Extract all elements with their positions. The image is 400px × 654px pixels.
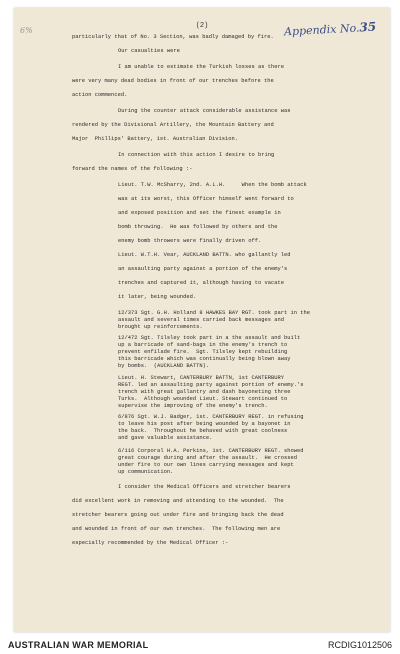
text-line: Lieut. W.T.H. Vear, AUCKLAND BATTN. who gallantly led	[118, 252, 291, 258]
text-line: and exposed position and set the finest example in	[118, 210, 281, 216]
text-line: was at its worst, this Officer himself went forward to	[118, 196, 294, 202]
text-line: enemy bomb throwers were finally driven off.	[118, 238, 262, 244]
document-page	[14, 8, 390, 632]
text-line: action commenced.	[72, 92, 128, 98]
text-line: supervise the improving of the enemy's trench.	[118, 403, 268, 409]
text-line: During the counter attack considerable assistance was	[118, 108, 291, 114]
text-line: Turks. Although wounded Lieut. Stewart continued to	[118, 396, 288, 402]
page-number: (2)	[195, 22, 209, 30]
appendix-number: 35	[358, 19, 377, 35]
text-line: were very many dead bodies in front of our trenches before the	[72, 78, 274, 84]
footer-record-id: RCDIG1012506	[327, 639, 392, 650]
text-line: particularly that of No. 3 Section, was badly damaged by fire.	[72, 34, 274, 40]
text-line: did excellent work in removing and attending to the wounded. The	[72, 498, 284, 504]
text-line: stretcher bearers going out under fire and bringing back the dead	[72, 512, 284, 518]
text-line: great courage during and after the assault. He crossed	[118, 455, 298, 461]
text-line: forward the names of the following :-	[72, 166, 193, 172]
text-line: up communication.	[118, 469, 174, 475]
text-line: In connection with this action I desire to bring	[118, 152, 275, 158]
text-line: I consider the Medical Officers and stretcher bearers	[118, 484, 291, 490]
text-line: brought up reinforcements.	[118, 324, 203, 330]
text-line: up a barricade of sand-bags in the enemy's trench to	[118, 342, 288, 348]
text-line: under fire to our own lines carrying messages and kept	[118, 462, 294, 468]
text-line: 6/116 Corporal H.A. Perkins, 1st. CANTERBURY REGT. showed	[118, 448, 304, 454]
text-line: by bombs. (AUCKLAND BATTN).	[118, 363, 210, 369]
text-line: bomb throwing. He was followed by others and the	[118, 224, 278, 230]
text-line: Lieut. H. Stewart, CANTERBURY BATTN, 1st CANTERBURY	[118, 375, 284, 381]
text-line: Lieut. T.W. McSharry, 2nd. A.L.H. When the bomb attack	[118, 182, 307, 188]
text-line: Major Phillips' Battery, 1st. Australian Division.	[72, 136, 238, 142]
text-line: prevent enfilade fire. Sgt. Tilsley kept rebuilding	[118, 349, 288, 355]
text-line: REGT. led an assaulting party against portion of enemy.'s	[118, 382, 304, 388]
text-line: Our casualties were	[118, 48, 180, 54]
footer-bar	[0, 635, 400, 654]
text-line: 12/373 Sgt. G.H. Holland 8 HAWKES BAY RGT. took part in the	[118, 310, 311, 316]
text-line: an assaulting party against a portion of the enemy's	[118, 266, 288, 272]
footer-institution: AUSTRALIAN WAR MEMORIAL	[8, 639, 149, 650]
text-line: to leave his post after being wounded by a bayonet in	[118, 421, 291, 427]
text-line: trench with great gallantry and dash bayoneting three	[118, 389, 291, 395]
text-line: the back. Throughout he behaved with great coolness	[118, 428, 288, 434]
text-line: 6/876 Sgt. W.J. Badger, 1st. CANTERBURY REGT. in refusing	[118, 414, 304, 420]
text-line: and wounded in front of our own trenches. The following men are	[72, 526, 281, 532]
corner-mark: 6%	[20, 26, 33, 35]
text-line: trenches and captured it, although having to vacate	[118, 280, 284, 286]
text-line: I am unable to estimate the Turkish losses as there	[118, 64, 284, 70]
text-line: rendered by the Divisional Artillery, the Mountain Battery and	[72, 122, 274, 128]
text-line: especially recommended by the Medical Officer :-	[72, 540, 229, 546]
text-line: 12/472 Sgt. Tilsley took part in a the assault and built	[118, 335, 301, 341]
appendix-label: Appendix No.	[283, 21, 360, 39]
text-line: it later, being wounded.	[118, 294, 197, 300]
text-line: and gave valuable assistance.	[118, 435, 213, 441]
text-line: assault and several times carried back messages and	[118, 317, 288, 323]
text-line: this barricade which was continually being blown away	[118, 356, 291, 362]
